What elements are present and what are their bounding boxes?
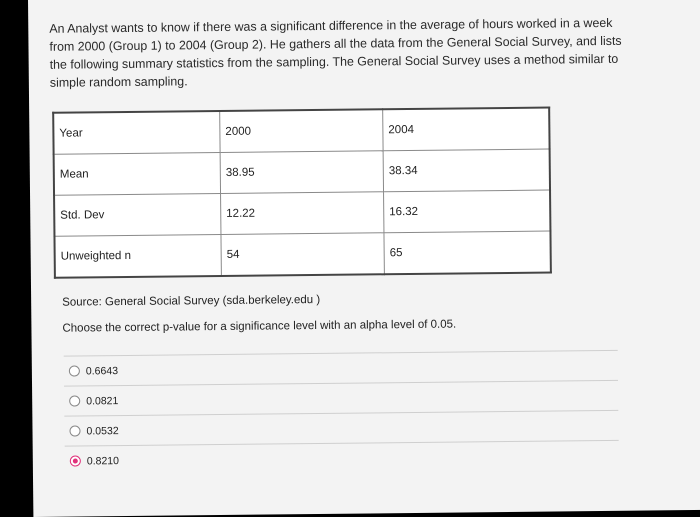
- table-cell: 38.95: [220, 151, 383, 194]
- radio-button-unselected[interactable]: [69, 365, 80, 376]
- table-cell: 12.22: [221, 192, 384, 235]
- table-row: [54, 149, 550, 195]
- source-note: Source: General Social Survey (sda.berkeley.edu ): [62, 293, 321, 309]
- table-cell: 2004: [383, 108, 550, 151]
- table-cell: Std. Dev: [54, 193, 221, 236]
- summary-statistics-table: [52, 107, 552, 279]
- table-cell: 16.32: [384, 190, 551, 233]
- table-cell: 54: [221, 233, 384, 276]
- answer-options: [64, 350, 619, 476]
- table-cell: Unweighted n: [54, 234, 221, 277]
- radio-button-unselected[interactable]: [69, 425, 80, 436]
- table-cell: 38.34: [383, 149, 550, 192]
- table-row: [53, 108, 549, 155]
- table-row: [54, 190, 550, 236]
- answer-option-selected[interactable]: [65, 440, 619, 476]
- table-cell: Year: [53, 111, 220, 154]
- answer-option-label: 0.8210: [86, 454, 120, 467]
- answer-option-label: 0.6643: [85, 364, 119, 377]
- radio-button-selected[interactable]: [70, 455, 81, 466]
- table-row: [54, 231, 550, 278]
- radio-button-unselected[interactable]: [69, 395, 80, 406]
- answer-option-label: 0.0821: [86, 394, 119, 407]
- table-cell: 65: [384, 231, 551, 274]
- table-cell: Mean: [54, 152, 221, 195]
- question-page: [28, 0, 700, 517]
- table-cell: 2000: [220, 109, 383, 152]
- question-prompt: Choose the correct p-value for a significance level with an alpha level of 0.05.: [62, 318, 457, 335]
- question-intro: An Analyst wants to know if there was a significant difference in the average of hours worked in a week from 2000 (Group 1) to 2004 (Group 2). He gathers all the data from the General Social Survey, and lists the following summary statistics from the sampling. The General Social Survey uses a method similar to simple random sampling.: [49, 15, 622, 90]
- answer-option-label: 0.0532: [86, 424, 119, 437]
